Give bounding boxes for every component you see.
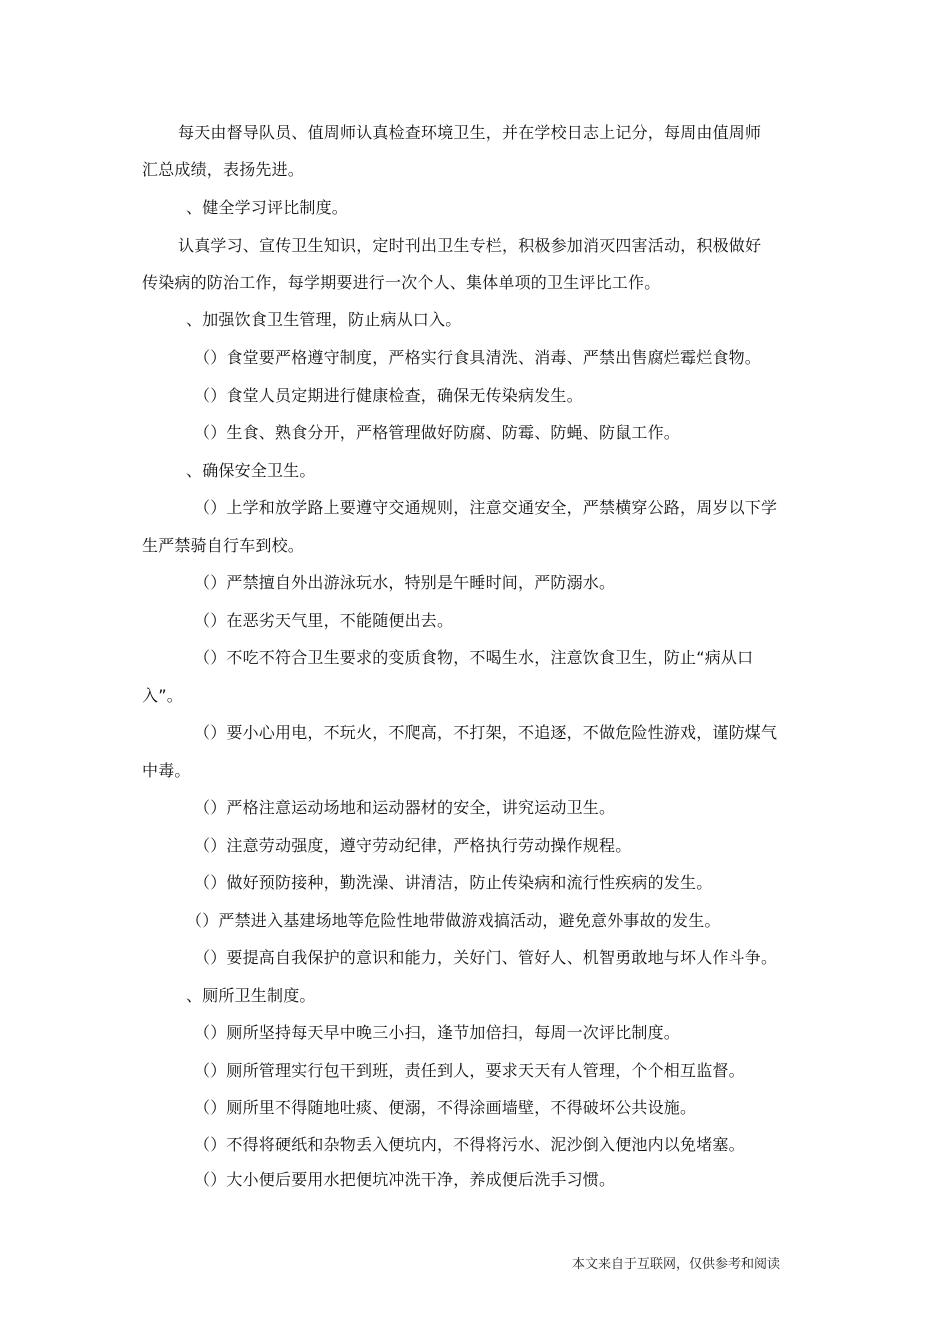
text-line: （）要小心用电，不玩火，不爬高，不打架，不追逐，不做危险性游戏，谨防煤气 <box>194 723 778 742</box>
text-line: （）厕所坚持每天早中晚三小扫，逢节加倍扫，每周一次评比制度。 <box>194 1023 681 1042</box>
text-line: （）严禁进入基建场地等危险性地带做游戏搞活动，避免意外事故的发生。 <box>186 911 721 930</box>
text-line: 汇总成绩，表扬先进。 <box>142 160 305 179</box>
text-line: 中毒。 <box>142 761 191 780</box>
text-line: （）在恶劣天气里，不能随便出去。 <box>194 611 454 630</box>
text-line: 、加强饮食卫生管理，防止病从口入。 <box>186 310 462 329</box>
text-line: （）上学和放学路上要遵守交通规则，注意交通安全，严禁横穿公路，周岁以下学 <box>194 498 778 517</box>
text-line: （）要提高自我保护的意识和能力，关好门、管好人、机智勇敢地与坏人作斗争。 <box>194 948 778 967</box>
text-line: 认真学习、宣传卫生知识，定时刊出卫生专栏，积极参加消灭四害活动，积极做好 <box>178 236 762 255</box>
text-line: （）不得将硬纸和杂物丢入便坑内，不得将污水、泥沙倒入便池内以免堵塞。 <box>194 1135 745 1154</box>
text-line: 、厕所卫生制度。 <box>186 986 316 1005</box>
text-line: （）严禁擅自外出游泳玩水，特别是午睡时间，严防溺水。 <box>194 573 616 592</box>
text-line: （）注意劳动强度，遵守劳动纪律，严格执行劳动操作规程。 <box>194 836 632 855</box>
text-line: （）食堂要严格遵守制度，严格实行食具清洗、消毒、严禁出售腐烂霉烂食物。 <box>194 348 762 367</box>
text-line: （）大小便后要用水把便坑冲洗干净，养成便后洗手习惯。 <box>194 1170 616 1189</box>
text-line: （）生食、熟食分开，严格管理做好防腐、防霉、防蝇、防鼠工作。 <box>194 423 681 442</box>
text-line: （）食堂人员定期进行健康检查，确保无传染病发生。 <box>194 386 583 405</box>
text-line: 、确保安全卫生。 <box>186 461 316 480</box>
text-line: 入”。 <box>142 686 183 705</box>
text-line: 每天由督导队员、值周师认真检查环境卫生，并在学校日志上记分，每周由值周师 <box>178 123 762 142</box>
footer-note: 本文来自于互联网，仅供参考和阅读 <box>572 1257 781 1272</box>
text-line: （）做好预防接种，勤洗澡、讲清洁，防止传染病和流行性疾病的发生。 <box>194 873 713 892</box>
text-line: （）严格注意运动场地和运动器材的安全，讲究运动卫生。 <box>194 798 616 817</box>
text-line: 生严禁骑自行车到校。 <box>142 536 305 555</box>
text-line: （）不吃不符合卫生要求的变质食物，不喝生水，注意饮食卫生，防止“病从口 <box>194 648 754 667</box>
text-line: （）厕所里不得随地吐痰、便溺，不得涂画墙壁，不得破坏公共设施。 <box>194 1098 697 1117</box>
text-line: 传染病的防治工作，每学期要进行一次个人、集体单项的卫生评比工作。 <box>142 273 661 292</box>
text-line: 、健全学习评比制度。 <box>186 198 349 217</box>
text-line: （）厕所管理实行包干到班，责任到人，要求天天有人管理，个个相互监督。 <box>194 1061 745 1080</box>
